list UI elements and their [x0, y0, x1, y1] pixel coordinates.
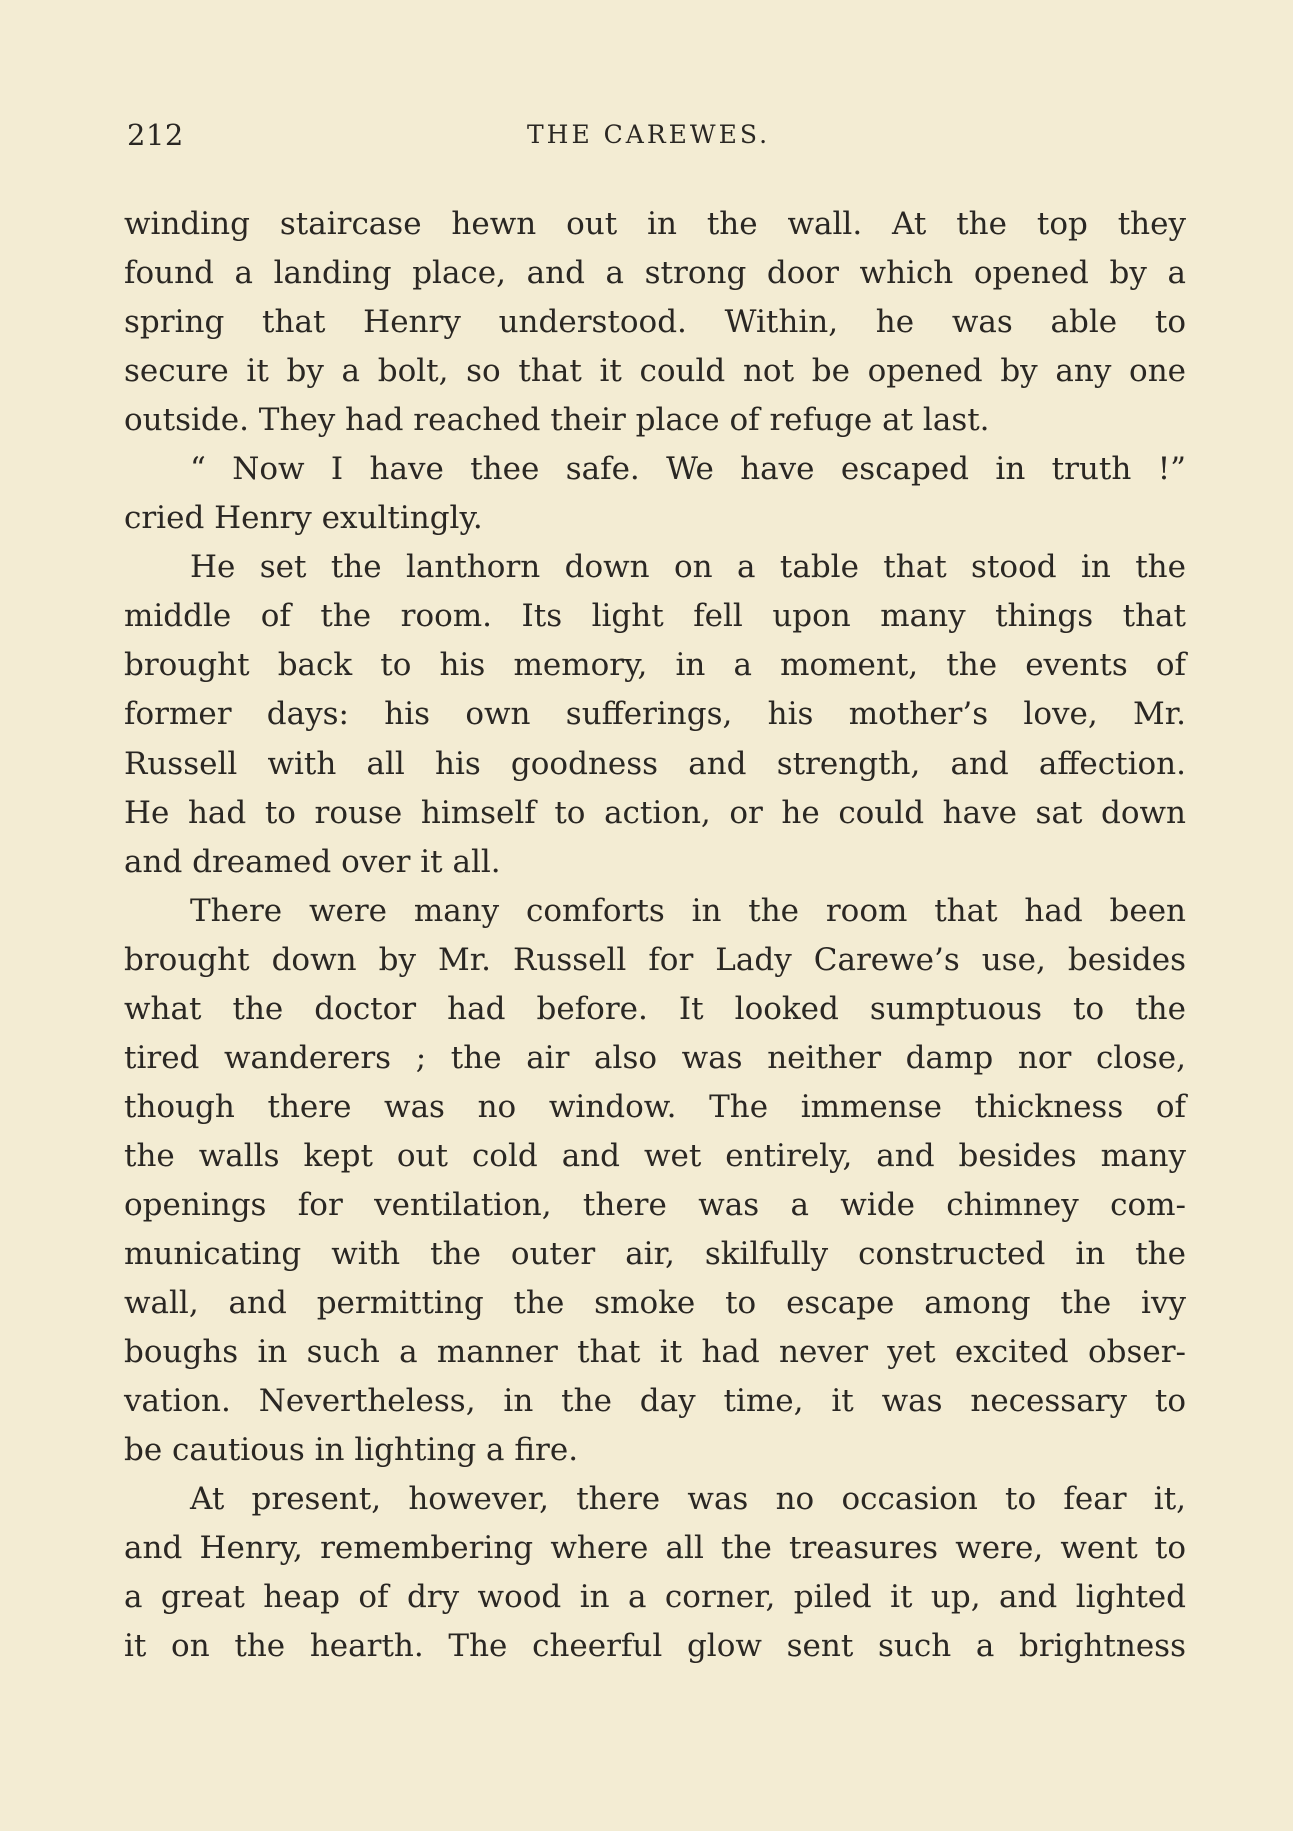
- text-line: He had to rouse himself to action, or he could have sat down: [124, 794, 1186, 831]
- text-line: vation. Nevertheless, in the day time, it was necessary to: [124, 1383, 1186, 1420]
- text-line: brought down by Mr. Russell for Lady Carewe’s use, besides: [124, 941, 1186, 978]
- text-line: outside. They had reached their place of refuge at last.: [124, 402, 990, 439]
- text-line: “ Now I have thee safe. We have escaped in truth !”: [190, 451, 1186, 488]
- text-line: tired wanderers ; the air also was neither damp nor close,: [124, 1039, 1186, 1076]
- body-text: [124, 200, 1186, 1671]
- text-line: though there was no window. The immense thickness of: [124, 1088, 1186, 1125]
- text-line: brought back to his memory, in a moment, the events of: [124, 647, 1186, 684]
- text-line: municating with the outer air, skilfully constructed in the: [124, 1235, 1186, 1272]
- text-line: secure it by a bolt, so that it could not be opened by any one: [124, 353, 1186, 390]
- text-line: cried Henry exultingly.: [124, 500, 483, 537]
- text-line: There were many comforts in the room that had been: [190, 892, 1186, 929]
- page-number: 212: [127, 118, 184, 152]
- text-line: the walls kept out cold and wet entirely, and besides many: [124, 1137, 1186, 1174]
- running-title: THE CAREWES.: [527, 120, 771, 149]
- text-line: wall, and permitting the smoke to escape among the ivy: [124, 1285, 1186, 1322]
- text-line: At present, however, there was no occasion to fear it,: [190, 1481, 1186, 1518]
- text-line: found a landing place, and a strong door which opened by a: [124, 255, 1186, 292]
- text-line: and Henry, remembering where all the treasures were, went to: [124, 1530, 1186, 1567]
- text-line: middle of the room. Its light fell upon many things that: [124, 598, 1186, 635]
- text-line: spring that Henry understood. Within, he was able to: [124, 304, 1186, 341]
- text-line: Russell with all his goodness and strength, and affection.: [124, 745, 1186, 782]
- text-line: He set the lanthorn down on a table that stood in the: [190, 549, 1186, 586]
- text-line: former days: his own sufferings, his mother’s love, Mr.: [124, 696, 1186, 733]
- text-line: what the doctor had before. It looked sumptuous to the: [124, 990, 1186, 1027]
- text-line: and dreamed over it all.: [124, 843, 501, 880]
- text-line: a great heap of dry wood in a corner, piled it up, and lighted: [124, 1579, 1186, 1616]
- running-head: [127, 118, 1183, 158]
- text-line: winding staircase hewn out in the wall. At the top they: [124, 206, 1186, 242]
- text-line: boughs in such a manner that it had never yet excited obser-: [124, 1334, 1186, 1371]
- text-line: openings for ventilation, there was a wide chimney com-: [124, 1186, 1186, 1223]
- text-line: it on the hearth. The cheerful glow sent such a brightness: [124, 1628, 1186, 1665]
- text-line: be cautious in lighting a fire.: [124, 1432, 579, 1469]
